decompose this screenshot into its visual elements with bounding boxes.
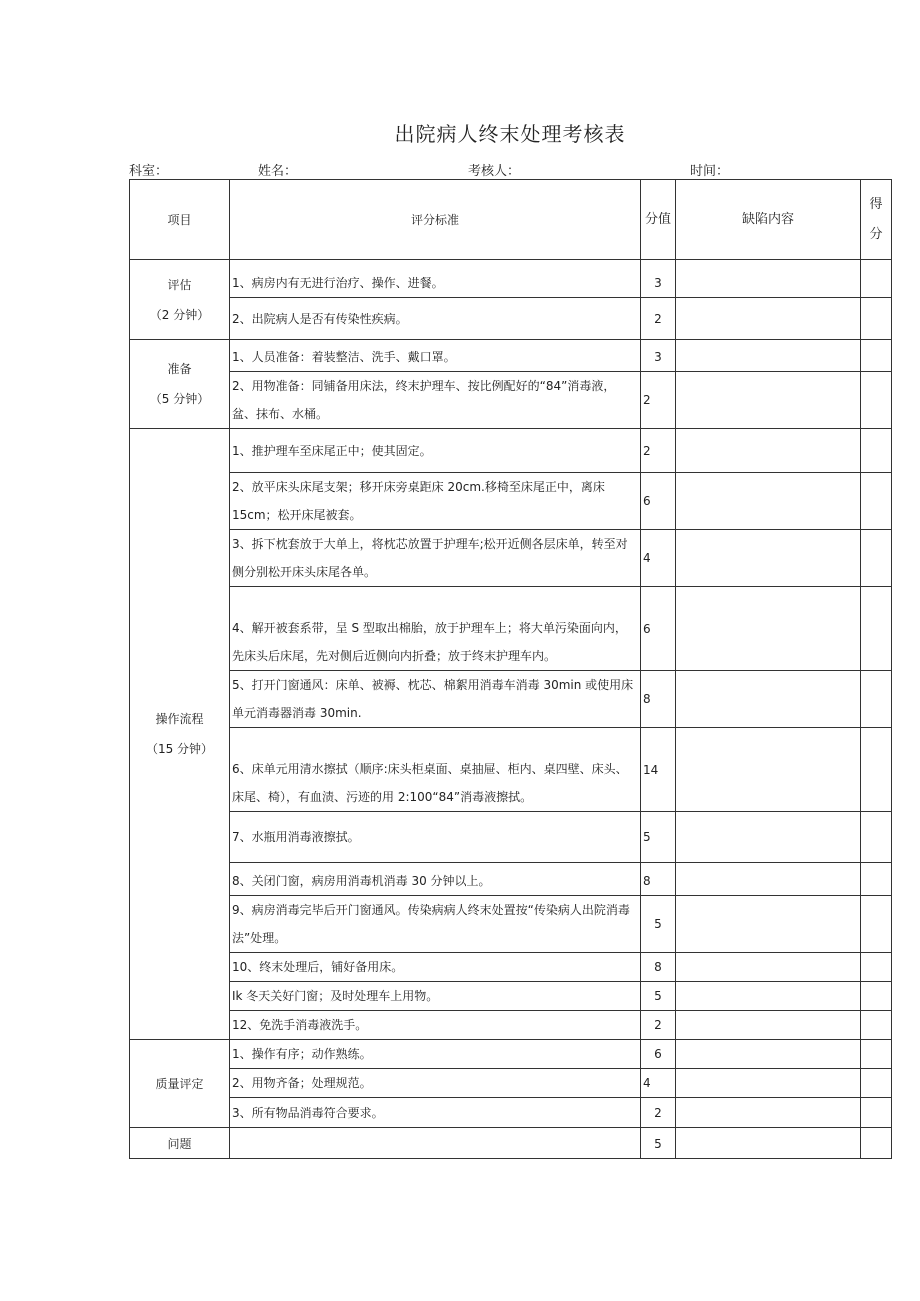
criteria-text: 2、放平床头床尾支架；移开床旁桌距床 20cm.移椅至床尾正中，离床 15cm；松开床尾被套。 (230, 473, 641, 530)
score-value: 5 (641, 1128, 676, 1159)
criteria-text: 2、用物准备：同铺备用床法，终末护理车、按比例配好的“84”消毒液，盆、抹布、水桶。 (230, 372, 641, 429)
score-value: 6 (641, 1040, 676, 1069)
table-row (130, 812, 892, 863)
criteria-text: 6、床单元用清水擦拭（顺序:床头柜桌面、桌抽屉、柜内、桌四壁、床头、床尾、椅），有血渍、污迹的用 2:100“84”消毒液擦拭。 (230, 728, 641, 812)
table-row (130, 671, 892, 728)
defect-cell[interactable] (676, 1128, 861, 1159)
table-row (130, 587, 892, 671)
section-proc (130, 429, 230, 1040)
table-row (130, 1069, 892, 1098)
criteria-text: 8、关闭门窗，病房用消毒机消毒 30 分钟以上。 (230, 863, 641, 896)
section-time: （5 分钟） (149, 392, 210, 406)
section-quality: 质量评定 (130, 1040, 230, 1128)
header-points-2: 分 (869, 226, 883, 242)
score-value: 2 (641, 1011, 676, 1040)
criteria-text: 7、水瓶用消毒液擦拭。 (230, 812, 641, 863)
score-value: 2 (641, 429, 676, 473)
table-row (130, 530, 892, 587)
table-row (130, 473, 892, 530)
score-value: 8 (641, 671, 676, 728)
score-value: 6 (641, 587, 676, 671)
points-cell[interactable] (861, 982, 892, 1011)
defect-cell[interactable] (676, 473, 861, 530)
score-value: 4 (641, 530, 676, 587)
section-question: 问题 (130, 1128, 230, 1159)
section-name: 准备 (167, 362, 192, 376)
defect-cell[interactable] (676, 982, 861, 1011)
section-time: （15 分钟） (145, 742, 214, 756)
criteria-text: 1、病房内有无进行治疗、操作、进餐。 (230, 260, 641, 298)
defect-cell[interactable] (676, 1069, 861, 1098)
table-row (130, 260, 892, 298)
points-cell[interactable] (861, 260, 892, 298)
defect-cell[interactable] (676, 1011, 861, 1040)
criteria-text: 10、终末处理后，铺好备用床。 (230, 953, 641, 982)
points-cell[interactable] (861, 812, 892, 863)
section-name: 评估 (167, 277, 192, 292)
points-cell[interactable] (861, 1011, 892, 1040)
criteria-text: Ik 冬天关好门窗；及时处理车上用物。 (230, 982, 641, 1011)
examiner-label: 考核人： (468, 164, 521, 179)
page-title: 出院病人终末处理考核表 (394, 122, 626, 146)
score-value: 5 (641, 982, 676, 1011)
criteria-text: 2、出院病人是否有传染性疾病。 (230, 298, 641, 340)
defect-cell[interactable] (676, 896, 861, 953)
points-cell[interactable] (861, 587, 892, 671)
defect-cell[interactable] (676, 812, 861, 863)
defect-cell[interactable] (676, 728, 861, 812)
defect-cell[interactable] (676, 340, 861, 372)
table-row (130, 429, 892, 473)
points-cell[interactable] (861, 372, 892, 429)
table-row (130, 1098, 892, 1128)
defect-cell[interactable] (676, 953, 861, 982)
criteria-text: 12、免洗手消毒液洗手。 (230, 1011, 641, 1040)
table-row (130, 896, 892, 953)
score-value: 8 (641, 863, 676, 896)
criteria-text[interactable] (230, 1128, 641, 1159)
defect-cell[interactable] (676, 1098, 861, 1128)
score-value: 8 (641, 953, 676, 982)
score-value: 4 (641, 1069, 676, 1098)
points-cell[interactable] (861, 1069, 892, 1098)
defect-cell[interactable] (676, 298, 861, 340)
score-value: 6 (641, 473, 676, 530)
points-cell[interactable] (861, 896, 892, 953)
score-value: 2 (641, 372, 676, 429)
defect-cell[interactable] (676, 429, 861, 473)
table-row (130, 728, 892, 812)
criteria-text: 4、解开被套系带，呈 S 型取出棉胎，放于护理车上；将大单污染面向内，先床头后床尾，先对侧后近侧向内折叠；放于终末护理车内。 (230, 587, 641, 671)
points-cell[interactable] (861, 1098, 892, 1128)
table-row (130, 982, 892, 1011)
section-name: 操作流程 (155, 712, 204, 726)
header-points (861, 180, 892, 260)
points-cell[interactable] (861, 340, 892, 372)
header-score: 分值 (641, 180, 676, 260)
header-points-1: 得 (869, 196, 883, 212)
points-cell[interactable] (861, 671, 892, 728)
header-criteria: 评分标准 (230, 180, 641, 260)
points-cell[interactable] (861, 863, 892, 896)
section-prep (130, 340, 230, 429)
defect-cell[interactable] (676, 1040, 861, 1069)
score-value: 3 (641, 340, 676, 372)
header-item: 项目 (130, 180, 230, 260)
assessment-table (129, 179, 892, 1159)
defect-cell[interactable] (676, 671, 861, 728)
criteria-text: 1、操作有序；动作熟练。 (230, 1040, 641, 1069)
header-defect: 缺陷内容 (676, 180, 861, 260)
defect-cell[interactable] (676, 260, 861, 298)
score-value: 14 (641, 728, 676, 812)
points-cell[interactable] (861, 298, 892, 340)
defect-cell[interactable] (676, 372, 861, 429)
table-row (130, 340, 892, 372)
score-value: 2 (641, 1098, 676, 1128)
name-label: 姓名： (258, 164, 298, 179)
time-label: 时间： (690, 164, 730, 179)
section-eval (130, 260, 230, 340)
criteria-text: 2、用物齐备；处理规范。 (230, 1069, 641, 1098)
score-value: 3 (641, 260, 676, 298)
table-row (130, 1040, 892, 1069)
points-cell[interactable] (861, 953, 892, 982)
criteria-text: 3、拆下枕套放于大单上，将枕芯放置于护理车;松开近侧各层床单，转至对侧分别松开床头床尾各单。 (230, 530, 641, 587)
points-cell[interactable] (861, 473, 892, 530)
table-row (130, 298, 892, 340)
points-cell[interactable] (861, 728, 892, 812)
header-row (130, 180, 892, 260)
table-row (130, 1011, 892, 1040)
table-row (130, 953, 892, 982)
score-value: 5 (641, 896, 676, 953)
points-cell[interactable] (861, 1128, 892, 1159)
criteria-text: 9、病房消毒完毕后开门窗通风。传染病病人终末处置按“传染病人出院消毒法”处理。 (230, 896, 641, 953)
defect-cell[interactable] (676, 587, 861, 671)
defect-cell[interactable] (676, 530, 861, 587)
points-cell[interactable] (861, 1040, 892, 1069)
criteria-text: 3、所有物品消毒符合要求。 (230, 1098, 641, 1128)
table-row (130, 863, 892, 896)
dept-label: 科室： (129, 164, 169, 179)
points-cell[interactable] (861, 530, 892, 587)
points-cell[interactable] (861, 429, 892, 473)
section-time: （2 分钟） (149, 307, 210, 322)
table-row (130, 1128, 892, 1159)
score-value: 2 (641, 298, 676, 340)
table-row (130, 372, 892, 429)
criteria-text: 1、人员准备：着装整洁、洗手、戴口罩。 (230, 340, 641, 372)
score-value: 5 (641, 812, 676, 863)
criteria-text: 5、打开门窗通风：床单、被褥、枕芯、棉絮用消毒车消毒 30min 或使用床单元消毒器消毒 30min. (230, 671, 641, 728)
defect-cell[interactable] (676, 863, 861, 896)
criteria-text: 1、推护理车至床尾正中；使其固定。 (230, 429, 641, 473)
